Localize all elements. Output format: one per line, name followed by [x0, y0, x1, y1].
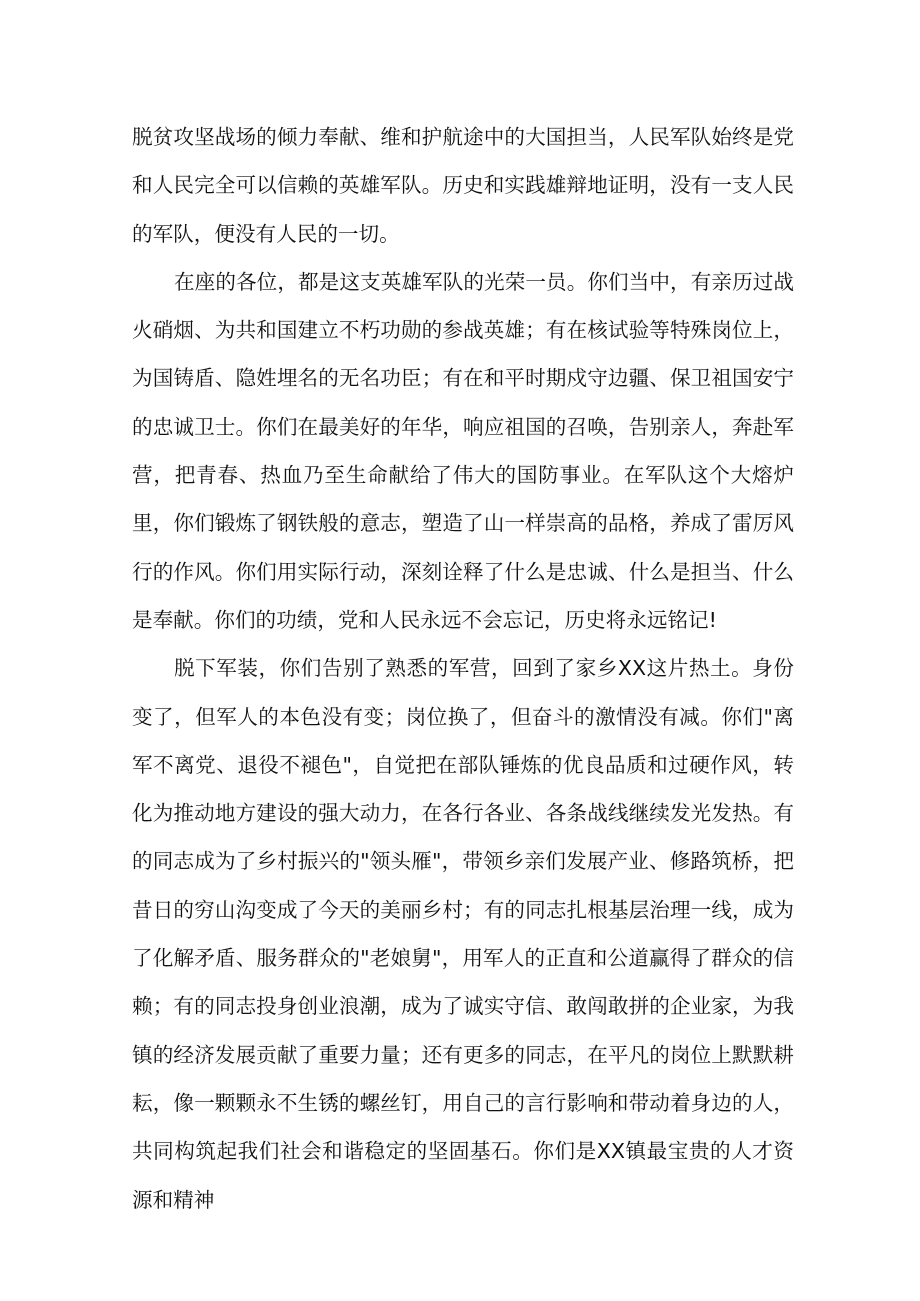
document-body [132, 113, 794, 1224]
paragraph-veterans-honor: 在座的各位，都是这支英雄军队的光荣一员。你们当中，有亲历过战火硝烟、为共和国建立不朽功勋的参战英雄；有在核试验等特殊岗位上，为国铸盾、隐姓埋名的无名功臣；有在和平时期戍守边疆、保卫祖国安宁的忠诚卫士。你们在最美好的年华，响应祖国的召唤，告别亲人，奔赴军营，把青春、热血乃至生命献给了伟大的国防事业。在军队这个大熔炉里，你们锻炼了钢铁般的意志，塑造了山一样崇高的品格，养成了雷厉风行的作风。你们用实际行动，深刻诠释了什么是忠诚、什么是担当、什么是奉献。你们的功绩，党和人民永远不会忘记，历史将永远铭记! [132, 269, 794, 632]
paragraph-veterans-hometown: 脱下军装，你们告别了熟悉的军营，回到了家乡XX这片热土。身份变了，但军人的本色没有变；岗位换了，但奋斗的激情没有减。你们"离军不离党、退役不褪色"，自觉把在部队锤炼的优良品质和过硬作风，转化为推动地方建设的强大动力，在各行各业、各条战线继续发光发热。有的同志成为了乡村振兴的"领头雁"，带领乡亲们发展产业、修路筑桥，把昔日的穷山沟变成了今天的美丽乡村；有的同志扎根基层治理一线，成为了化解矛盾、服务群众的"老娘舅"，用军人的正直和公道赢得了群众的信赖；有的同志投身创业浪潮，成为了诚实守信、敢闯敢拼的企业家，为我镇的经济发展贡献了重要力量；还有更多的同志，在平凡的岗位上默默耕耘，像一颗颗永不生锈的螺丝钉，用自己的言行影响和带动着身边的人，共同构筑起我们社会和谐稳定的坚固基石。你们是XX镇最宝贵的人才资源和精神 [132, 656, 794, 1212]
paragraph-continuation: 脱贫攻坚战场的倾力奉献、维和护航途中的大国担当，人民军队始终是党和人民完全可以信赖的英雄军队。历史和实践雄辩地证明，没有一支人民的军队，便没有人民的一切。 [132, 125, 794, 246]
